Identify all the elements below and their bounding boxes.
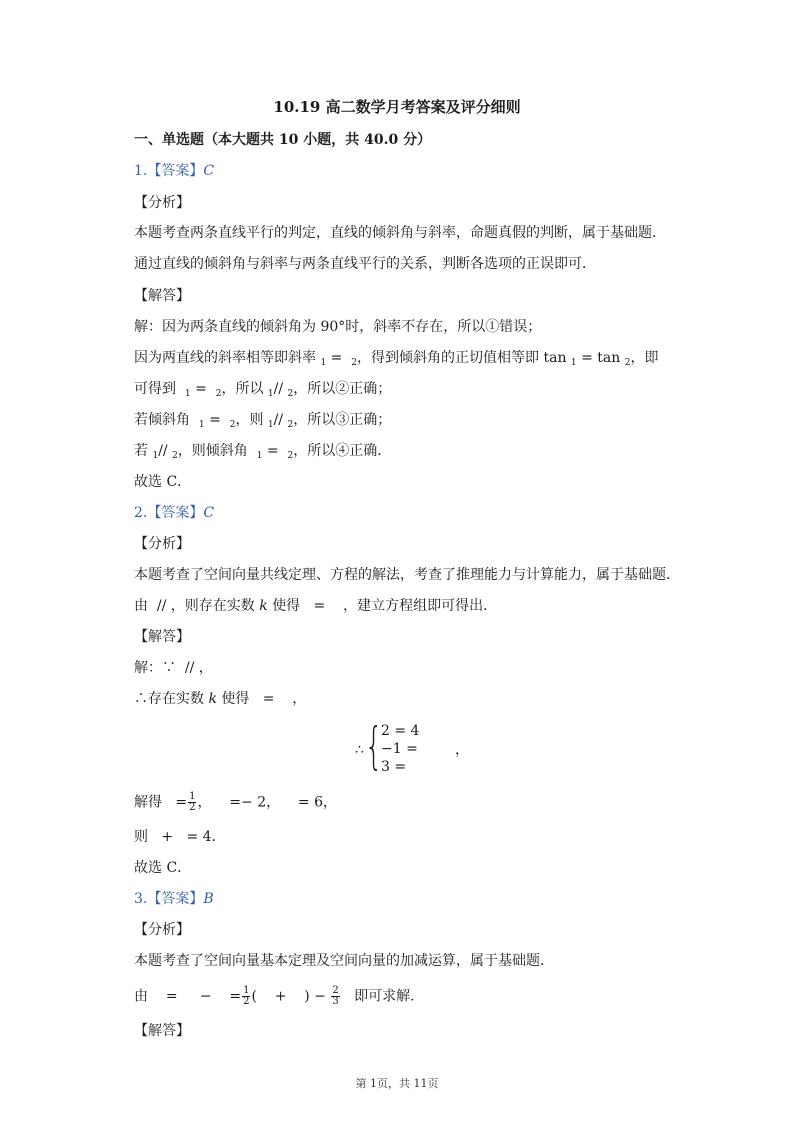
fraction-numerator: 1 xyxy=(189,791,196,802)
q1-conclusion: 故选 C． xyxy=(134,474,192,490)
q2-s4-plus: + xyxy=(161,829,174,845)
q1-s2-text-b: ，得到倾斜角的正切值相等即 tan xyxy=(357,350,567,366)
therefore-symbol: ∴ xyxy=(355,742,364,758)
equation-row-3: 3 = xyxy=(381,759,407,775)
q3-analysis-line-2 xyxy=(134,986,424,1007)
q1-s3-text-c: ，所以②正确； xyxy=(293,381,392,397)
q1-analysis-line-1: 本题考查两条直线平行的判定，直线的倾斜角与斜率，命题真假的判断，属于基础题． xyxy=(134,225,666,241)
q1-s3-text-b: ，所以 xyxy=(221,381,264,397)
q3-l2-text-a: 由 xyxy=(134,988,148,1005)
q2-s3-text-e: = 6， xyxy=(297,794,338,811)
q2-answer-line xyxy=(134,504,214,522)
q2-s2-eq: = xyxy=(262,691,275,707)
q3-solution-tag: 【解答】 xyxy=(134,1023,190,1039)
q3-fraction-1 xyxy=(242,986,250,1007)
equation-row-2: −1 = xyxy=(381,741,418,757)
q1-s4-text-c: ，所以③正确； xyxy=(293,412,392,428)
q1-s5-text-a: 若 xyxy=(134,443,148,459)
q2-s1-text-c: ， xyxy=(198,660,213,676)
q1-solution-line-3: 可得到 $_1$ = $_2$，所以 $_1$// $_2$，所以②正确； xyxy=(134,381,392,399)
q2-number: 2. xyxy=(134,505,148,521)
q1-solution-line-4: 若倾斜角 $_1$ = $_2$，则 $_1$// $_2$，所以③正确； xyxy=(134,412,392,430)
q2-s2-k: k xyxy=(208,691,217,707)
q2-s2-text-e: ， xyxy=(292,691,307,707)
q2-s3-text-d: =− 2， xyxy=(229,794,281,811)
equation-rows xyxy=(381,722,419,776)
q2-solution-tag: 【解答】 xyxy=(134,629,190,645)
q3-l2-eq-2: = xyxy=(229,988,242,1005)
q2-s3-text-c: ， xyxy=(197,794,212,811)
q1-s4-text-a: 若倾斜角 xyxy=(134,412,190,428)
q3-l2-plus: + xyxy=(274,988,287,1005)
q3-analysis-line-1: 本题考查了空间向量基本定理及空间向量的加减运算，属于基础题． xyxy=(134,953,554,969)
q1-analysis-line-2: 通过直线的倾斜角与斜率与两条直线平行的关系，判断各选项的正误即可． xyxy=(134,256,596,272)
q3-answer: B xyxy=(203,891,214,907)
q2-solution-line-4 xyxy=(134,828,226,846)
q2-a2-parallel: // xyxy=(156,598,167,614)
q2-a2-eq: = xyxy=(313,598,326,614)
q1-solution-line-1: 解：因为两条直线的倾斜角为 90°时，斜率不存在，所以①错误； xyxy=(134,319,542,335)
q2-solution-line-2 xyxy=(134,690,306,708)
q1-s2-text-a: 因为两直线的斜率相等即斜率 xyxy=(134,350,316,366)
page-footer: 第 1页，共 11页 xyxy=(355,1077,439,1090)
q3-l2-minus: − xyxy=(199,988,212,1005)
q2-a2-text-g: ，建立方程组即可得出． xyxy=(343,598,498,614)
q1-s5-text-c: ，所以④正确． xyxy=(293,443,392,459)
q3-answer-tag: 【答案】 xyxy=(147,891,204,907)
q1-s2-text-c: = tan xyxy=(581,350,621,366)
q1-answer-tag: 【答案】 xyxy=(147,163,204,179)
q2-solution-line-1 xyxy=(134,659,213,677)
q1-s3-text-a: 可得到 xyxy=(134,381,176,397)
fraction-denominator: 2 xyxy=(189,802,196,813)
q1-analysis-tag: 【分析】 xyxy=(134,195,190,211)
q3-answer-line xyxy=(134,890,214,908)
left-brace-icon: { xyxy=(365,717,383,775)
page-title: 10.19 高二数学月考答案及评分细则 xyxy=(273,98,521,116)
q2-s1-text-a: 解：∵ xyxy=(134,660,176,676)
q2-s4-text-c: = 4． xyxy=(186,829,226,845)
q1-answer: C xyxy=(203,163,215,179)
q2-a2-text-c: ，则存在实数 xyxy=(170,598,255,614)
q3-l2-open-paren: ( xyxy=(251,988,257,1005)
q3-l2-text-h: 即可求解． xyxy=(354,988,425,1005)
q1-answer-line xyxy=(134,162,214,180)
q3-l2-close-minus: ) − xyxy=(304,988,326,1005)
q3-number: 3. xyxy=(134,891,148,907)
q3-l2-eq-1: = xyxy=(165,988,178,1005)
q2-s2-text-c: 使得 xyxy=(221,691,250,707)
q2-s3-text-a: 解得 xyxy=(134,794,162,811)
q3-analysis-tag: 【分析】 xyxy=(134,922,190,938)
q2-s1-parallel: // xyxy=(184,660,195,676)
fraction-numerator: 2 xyxy=(332,985,339,996)
q2-answer: C xyxy=(203,505,215,521)
q2-s4-text-a: 则 xyxy=(134,829,148,845)
equation-row-1: 2 = 4 xyxy=(381,723,420,739)
q1-solution-tag: 【解答】 xyxy=(134,288,190,304)
q1-s4-text-b: ，则 xyxy=(235,412,264,428)
q2-answer-tag: 【答案】 xyxy=(147,505,204,521)
q2-s3-eq: = xyxy=(175,794,188,811)
q2-analysis-tag: 【分析】 xyxy=(134,536,190,552)
q1-s5-text-b: ，则倾斜角 xyxy=(177,443,248,459)
q2-s2-text-a: ∴存在实数 xyxy=(134,691,204,707)
fraction-denominator: 3 xyxy=(332,996,339,1007)
q1-number: 1. xyxy=(134,163,148,179)
fraction-numerator: 1 xyxy=(243,985,250,996)
q1-s2-text-d: ，即 xyxy=(630,350,659,366)
q3-fraction-2 xyxy=(331,986,339,1007)
q2-analysis-line-2 xyxy=(134,597,497,615)
q2-a2-text-e: 使得 xyxy=(272,598,301,614)
q2-solution-line-3 xyxy=(134,792,337,813)
fraction-denominator: 2 xyxy=(243,996,250,1007)
q1-solution-line-2: 因为两直线的斜率相等即斜率 $_1$ = $_2$，得到倾斜角的正切值相等即 tan $_1$ = tan $_2$，即 xyxy=(134,350,659,368)
q2-a2-text-a: 由 xyxy=(134,598,148,614)
q2-analysis-line-1: 本题考查了空间向量共线定理、方程的解法，考查了推理能力与计算能力，属于基础题． xyxy=(134,567,680,583)
q2-conclusion: 故选 C． xyxy=(134,860,192,876)
q2-s3-fraction xyxy=(188,792,196,813)
section-heading: 一、单选题（本大题共 10 小题，共 40.0 分） xyxy=(134,132,432,148)
q1-solution-line-5: 若 $_1$// $_2$，则倾斜角 $_1$ = $_2$，所以④正确． xyxy=(134,443,392,461)
q2-a2-k: k xyxy=(259,598,268,614)
equation-comma: ， xyxy=(455,742,469,758)
